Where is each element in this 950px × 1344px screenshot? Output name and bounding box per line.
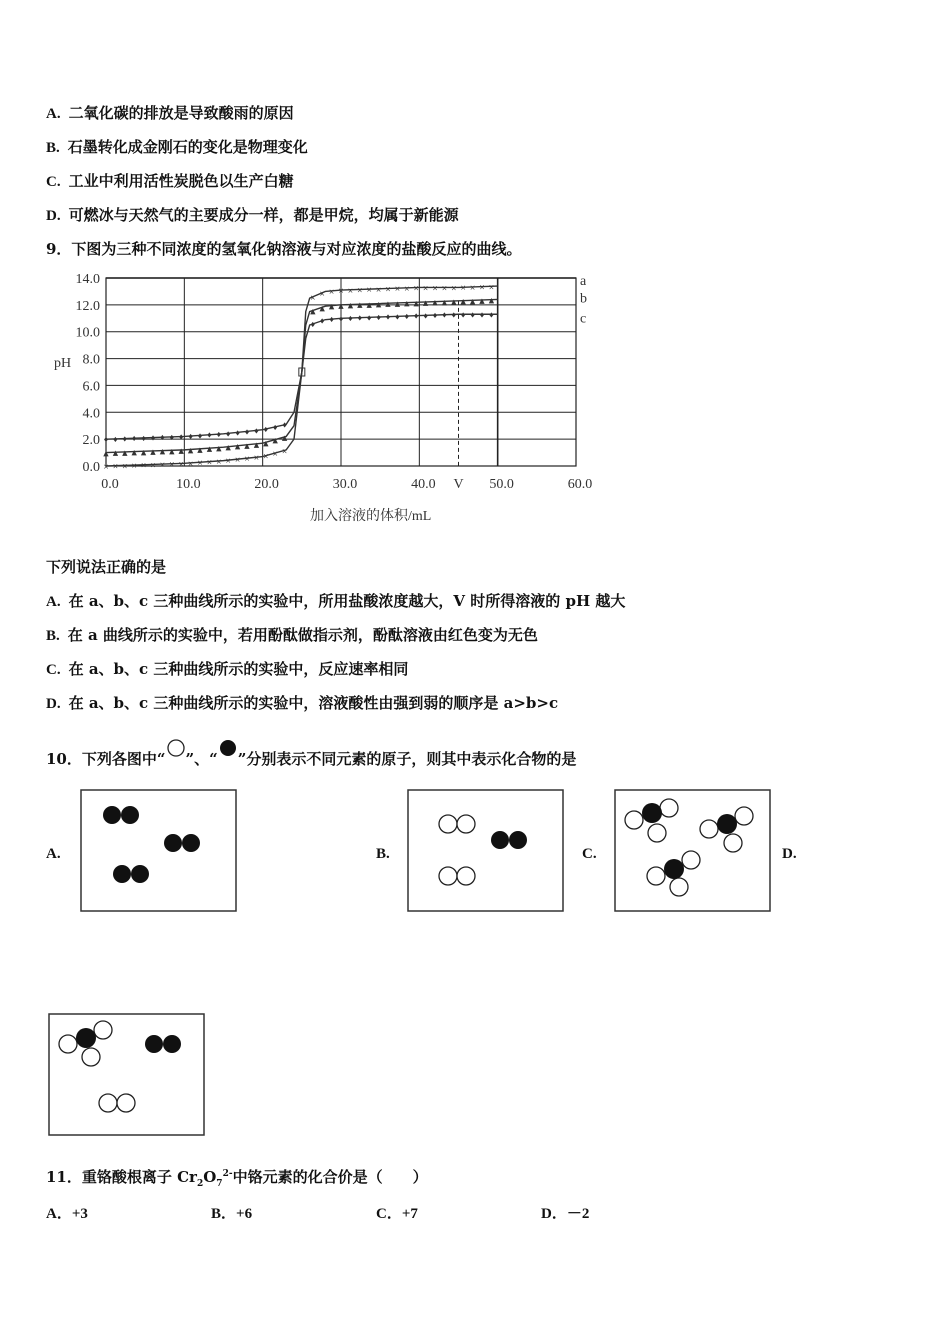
series-marker-b: ▲ <box>272 436 278 445</box>
series-marker-b: ▲ <box>225 443 231 452</box>
series-marker-a: × <box>338 287 344 296</box>
series-marker-c: ♦ <box>478 311 486 320</box>
series-marker-b: ▲ <box>187 446 194 455</box>
series-marker-c: ♦ <box>384 313 392 322</box>
series-marker-c: ♦ <box>206 431 213 440</box>
molecule-box-b <box>407 789 565 913</box>
series-marker-a: × <box>328 287 335 296</box>
series-marker-a: × <box>460 284 467 293</box>
series-marker-c: ♦ <box>319 317 326 326</box>
molecule-box-a <box>80 789 238 913</box>
x-tick-label: V <box>453 477 464 492</box>
series-marker-b: ▲ <box>394 299 401 308</box>
x-tick-label: 20.0 <box>254 477 279 492</box>
series-marker-c: ♦ <box>422 312 429 321</box>
series-marker-b: ▲ <box>234 442 241 451</box>
series-marker-c: ♦ <box>262 426 269 435</box>
series-marker-b: ▲ <box>216 444 222 453</box>
series-marker-a: × <box>215 457 222 466</box>
series-marker-a: × <box>450 284 457 293</box>
series-marker-b: ▲ <box>385 300 391 309</box>
series-label-a: a <box>580 274 587 290</box>
series-marker-a: × <box>206 458 213 467</box>
series-marker-a: × <box>178 460 185 469</box>
y-tick-label: 4.0 <box>82 406 100 422</box>
series-marker-a: × <box>103 463 109 471</box>
series-marker-b: ▲ <box>479 297 485 306</box>
series-marker-a: × <box>366 286 373 295</box>
series-marker-b: ▲ <box>319 304 325 313</box>
series-marker-a: × <box>131 462 138 471</box>
series-marker-b: ▲ <box>338 301 344 310</box>
series-marker-b: ▲ <box>169 447 175 456</box>
series-marker-c: ♦ <box>215 431 222 440</box>
y-tick-label: 10.0 <box>75 325 100 341</box>
q9-stem: 9．下图为三种不同浓度的氢氧化钠溶液与对应浓度的盐酸反应的曲线。 <box>46 240 522 258</box>
series-marker-a: × <box>347 286 354 295</box>
series-marker-a: × <box>168 460 175 469</box>
series-marker-a: × <box>422 284 429 293</box>
series-marker-a: × <box>309 293 316 302</box>
series-marker-a: × <box>479 283 485 292</box>
series-marker-b: ▲ <box>422 298 429 307</box>
series-marker-a: × <box>356 286 363 295</box>
y-tick-label: 6.0 <box>82 379 100 395</box>
q11-option-b: B．+6 <box>211 1206 253 1222</box>
y-axis-label: pH <box>54 356 72 371</box>
series-marker-c: ♦ <box>168 433 175 442</box>
series-marker-a: × <box>375 285 382 294</box>
black-atom-icon <box>218 738 238 758</box>
series-marker-b: ▲ <box>159 447 166 456</box>
q9-option-b: B. 在 a 曲线所示的实验中，若用酚酞做指示剂，酚酞溶液由红色变为无色 <box>46 626 538 644</box>
series-marker-a: × <box>319 289 326 298</box>
y-tick-label: 14.0 <box>75 272 100 287</box>
q9-prompt: 下列说法正确的是 <box>46 558 167 576</box>
series-marker-b: ▲ <box>112 449 119 458</box>
series-marker-b: ▲ <box>310 307 316 316</box>
x-tick-label: 60.0 <box>567 477 593 492</box>
q10-label-a: A. <box>46 846 61 862</box>
series-marker-c: ♦ <box>337 315 345 324</box>
series-marker-b: ▲ <box>441 298 448 307</box>
q8-option-a: A. 二氧化碳的排放是导致酸雨的原因 <box>46 104 294 122</box>
series-marker-a: × <box>469 283 476 292</box>
series-marker-b: ▲ <box>357 301 363 310</box>
x-tick-label: 10.0 <box>176 477 201 492</box>
series-marker-b: ▲ <box>140 448 147 457</box>
series-marker-b: ▲ <box>131 448 137 457</box>
series-marker-b: ▲ <box>103 449 109 458</box>
series-marker-c: ♦ <box>187 433 194 442</box>
series-marker-c: ♦ <box>178 433 185 442</box>
series-marker-b: ▲ <box>206 445 213 454</box>
q9-option-c: C. 在 a、b、c 三种曲线所示的实验中，反应速率相同 <box>46 660 409 678</box>
series-marker-c: ♦ <box>309 320 316 329</box>
y-tick-label: 2.0 <box>82 433 100 449</box>
molecule-box-d <box>48 1013 206 1137</box>
series-marker-c: ♦ <box>149 434 157 443</box>
series-marker-c: ♦ <box>196 432 204 441</box>
series-marker-b: ▲ <box>263 439 269 448</box>
series-marker-c: ♦ <box>272 423 279 432</box>
series-marker-a: × <box>403 284 410 293</box>
series-marker-c: ♦ <box>243 428 251 437</box>
series-marker-a: × <box>159 461 166 470</box>
series-marker-c: ♦ <box>112 435 119 444</box>
x-tick-label: 50.0 <box>489 477 514 492</box>
series-marker-a: × <box>385 285 391 294</box>
q8-option-d: D. 可燃冰与天然气的主要成分一样，都是甲烷，均属于新能源 <box>46 206 459 224</box>
white-atom-icon <box>166 738 186 758</box>
series-marker-c: ♦ <box>441 311 448 320</box>
series-marker-b: ▲ <box>451 297 457 306</box>
q11-option-d: D．－2 <box>541 1206 590 1222</box>
q10-stem: 10．下列各图中“ ”、“ ”分别表示不同元素的原子，则其中表示化合物的是 <box>46 738 576 769</box>
series-marker-a: × <box>187 459 194 468</box>
series-marker-b: ▲ <box>244 441 250 450</box>
series-marker-a: × <box>262 452 269 461</box>
ph-titration-chart <box>40 266 620 528</box>
series-marker-b: ▲ <box>469 297 476 306</box>
q10-label-c: C. <box>582 846 597 862</box>
q9-option-a: A. 在 a、b、c 三种曲线所示的实验中，所用盐酸浓度越大，V 时所得溶液的 pH 越大 <box>46 592 626 610</box>
series-marker-a: × <box>441 284 448 293</box>
series-marker-c: ♦ <box>469 311 476 320</box>
series-marker-c: ♦ <box>403 313 410 322</box>
series-label-b: b <box>580 291 587 307</box>
series-marker-c: ♦ <box>328 316 335 325</box>
series-marker-c: ♦ <box>347 314 354 323</box>
x-tick-label: 30.0 <box>332 477 358 492</box>
series-marker-b: ▲ <box>366 300 372 309</box>
series-marker-c: ♦ <box>431 312 439 321</box>
series-marker-c: ♦ <box>366 314 373 323</box>
series-marker-a: × <box>150 461 156 470</box>
series-marker-c: ♦ <box>131 435 138 444</box>
series-marker-c: ♦ <box>140 434 147 443</box>
series-marker-a: × <box>234 456 241 465</box>
series-marker-a: × <box>394 285 401 294</box>
q11-option-a: A．+3 <box>46 1206 88 1222</box>
x-tick-label: 0.0 <box>101 477 119 492</box>
series-marker-a: × <box>197 459 203 468</box>
series-marker-a: × <box>253 454 260 463</box>
series-marker-a: × <box>140 461 147 470</box>
series-marker-b: ▲ <box>413 299 419 308</box>
series-marker-b: ▲ <box>281 433 288 442</box>
series-marker-a: × <box>272 450 279 459</box>
q10-label-d: D. <box>782 846 797 862</box>
series-marker-c: ♦ <box>234 429 241 438</box>
q8-option-b: B. 石墨转化成金刚石的变化是物理变化 <box>46 138 308 156</box>
series-marker-a: × <box>244 455 250 464</box>
series-marker-b: ▲ <box>347 301 354 310</box>
series-marker-a: × <box>488 283 495 292</box>
series-marker-c: ♦ <box>450 311 457 320</box>
series-marker-b: ▲ <box>253 440 260 449</box>
q8-option-c: C. 工业中利用活性炭脱色以生产白糖 <box>46 172 294 190</box>
q9-option-d: D. 在 a、b、c 三种曲线所示的实验中，溶液酸性由强到弱的顺序是 a>b>c <box>46 694 559 712</box>
series-marker-c: ♦ <box>375 313 382 322</box>
series-marker-b: ▲ <box>432 298 438 307</box>
series-marker-b: ▲ <box>488 296 495 305</box>
q10-label-b: B. <box>376 846 390 862</box>
series-marker-a: × <box>225 457 232 466</box>
series-marker-c: ♦ <box>488 311 495 320</box>
series-marker-c: ♦ <box>159 434 166 443</box>
series-marker-b: ▲ <box>460 297 466 306</box>
series-marker-b: ▲ <box>404 299 410 308</box>
series-marker-b: ▲ <box>178 446 184 455</box>
series-marker-c: ♦ <box>121 435 128 444</box>
series-marker-b: ▲ <box>122 448 128 457</box>
y-tick-label: 12.0 <box>75 298 100 314</box>
q11-stem: 11．重铬酸根离子 $Cr_2O_7^{2-}$中铬元素的化合价是（ ） <box>46 1168 428 1189</box>
series-marker-b: ▲ <box>375 300 382 309</box>
y-tick-label: 8.0 <box>82 352 100 368</box>
molecule-box-c <box>614 789 772 913</box>
series-marker-b: ▲ <box>328 302 335 311</box>
series-marker-a: × <box>121 462 128 471</box>
series-label-c: c <box>580 311 587 327</box>
series-marker-c: ♦ <box>413 312 420 321</box>
x-axis-label: 加入溶液的体积/mL <box>310 509 432 524</box>
series-marker-a: × <box>413 284 420 293</box>
series-marker-b: ▲ <box>197 445 203 454</box>
y-tick-label: 0.0 <box>82 460 100 475</box>
series-marker-b: ▲ <box>150 447 156 456</box>
series-marker-a: × <box>112 462 119 471</box>
series-marker-c: ♦ <box>356 314 363 323</box>
series-marker-a: × <box>281 447 288 456</box>
series-marker-a: × <box>432 284 438 293</box>
series-marker-c: ♦ <box>460 311 467 320</box>
q11-option-c: C．+7 <box>376 1206 418 1222</box>
x-tick-label: 40.0 <box>411 477 436 492</box>
series-marker-c: ♦ <box>281 421 288 430</box>
series-marker-c: ♦ <box>225 430 232 439</box>
series-marker-c: ♦ <box>253 427 260 436</box>
series-marker-c: ♦ <box>102 436 110 445</box>
series-marker-c: ♦ <box>394 313 401 322</box>
